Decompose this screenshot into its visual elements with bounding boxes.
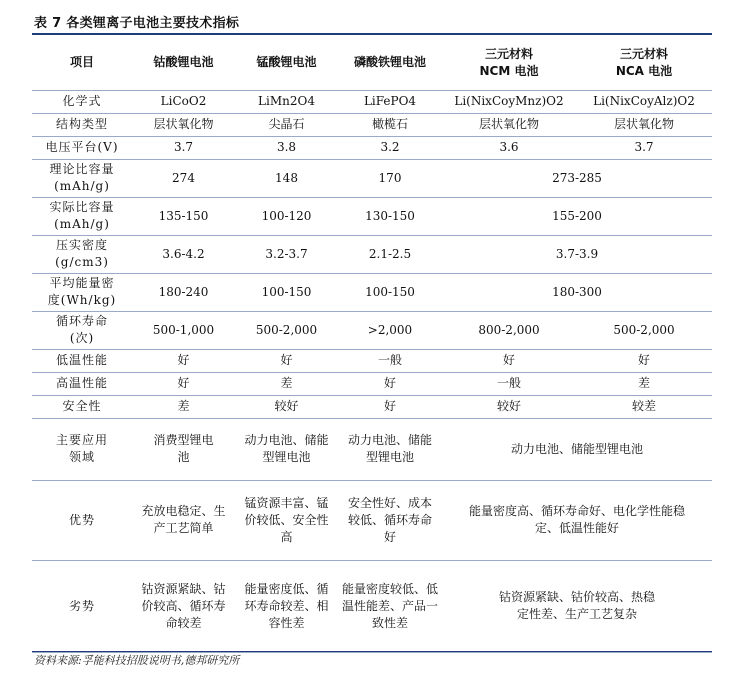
table-cell: 差 bbox=[576, 372, 712, 395]
row-label-formula: 化学式 bbox=[32, 90, 132, 113]
row-label-actual-capacity bbox=[32, 197, 132, 235]
table-row bbox=[32, 395, 712, 418]
table-cell-merged bbox=[442, 560, 712, 652]
header-lfp: 磷酸铁锂电池 bbox=[338, 36, 442, 90]
table-row bbox=[32, 418, 712, 480]
cell-text: 动力电池、储能型锂电池 bbox=[347, 433, 432, 464]
cell-text: 钴资源紧缺、钴价较高、循环寿命较差 bbox=[141, 581, 226, 630]
table-cell bbox=[235, 560, 338, 652]
row-label-unit: (g/cm3) bbox=[55, 255, 109, 269]
table-cell: 一般 bbox=[442, 372, 576, 395]
header-lmo: 锰酸锂电池 bbox=[235, 36, 338, 90]
table-row bbox=[32, 273, 712, 311]
table-cell: 100-120 bbox=[235, 197, 338, 235]
top-rule bbox=[32, 33, 712, 35]
cell-text: 安全性好、成本较低、循环寿命好 bbox=[347, 495, 432, 544]
row-label-line: 领域 bbox=[68, 450, 95, 464]
table-cell: 274 bbox=[132, 159, 235, 197]
table-cell: 一般 bbox=[338, 349, 442, 372]
table-row bbox=[32, 349, 712, 372]
table-cell: 好 bbox=[338, 395, 442, 418]
row-label-voltage: 电压平台(V) bbox=[32, 136, 132, 159]
table-cell: 500-2,000 bbox=[576, 311, 712, 349]
header-lco: 钴酸锂电池 bbox=[132, 36, 235, 90]
table-cell: LiFePO4 bbox=[338, 90, 442, 113]
cell-text: 能量密度低、循环寿命较差、相容性差 bbox=[244, 581, 329, 630]
table-cell: 100-150 bbox=[338, 273, 442, 311]
table-row bbox=[32, 113, 712, 136]
table-cell: 3.6 bbox=[442, 136, 576, 159]
table-row bbox=[32, 372, 712, 395]
table-cell-merged: 273-285 bbox=[442, 159, 712, 197]
row-label-line: 主要应用 bbox=[55, 433, 108, 447]
row-label-high-temp: 高温性能 bbox=[32, 372, 132, 395]
table-cell bbox=[338, 480, 442, 560]
table-row bbox=[32, 560, 712, 652]
header-item: 项目 bbox=[32, 36, 132, 90]
table-cell: 好 bbox=[442, 349, 576, 372]
table-cell-merged: 动力电池、储能型锂电池 bbox=[442, 418, 712, 480]
table-cell: 好 bbox=[235, 349, 338, 372]
table-cell: 100-150 bbox=[235, 273, 338, 311]
cell-text: 能量密度高、循环寿命好、电化学性能稳定、低温性能好 bbox=[468, 504, 685, 535]
table-cell: >2,000 bbox=[338, 311, 442, 349]
header-nca-line1: 三元材料 bbox=[619, 46, 668, 61]
row-label-line: 循环寿命 bbox=[55, 314, 108, 328]
table-cell: 好 bbox=[132, 372, 235, 395]
source-note: 资料来源:孚能科技招股说明书,德邦研究所 bbox=[34, 654, 240, 667]
row-label-disadvantage: 劣势 bbox=[32, 560, 132, 652]
header-nca bbox=[576, 36, 712, 90]
row-label-line: 平均能量密 bbox=[49, 276, 115, 290]
table-cell: 层状氧化物 bbox=[576, 113, 712, 136]
row-label-line: 实际比容量 bbox=[49, 200, 115, 214]
table-cell: 180-240 bbox=[132, 273, 235, 311]
table-row bbox=[32, 235, 712, 273]
table-cell: 好 bbox=[132, 349, 235, 372]
row-label-unit: (mAh/g) bbox=[54, 217, 110, 231]
header-row bbox=[32, 36, 712, 90]
row-label-structure: 结构类型 bbox=[32, 113, 132, 136]
table-cell: 较好 bbox=[442, 395, 576, 418]
table-cell bbox=[132, 560, 235, 652]
row-label-unit: 度(Wh/kg) bbox=[47, 293, 117, 307]
table-cell bbox=[338, 418, 442, 480]
header-nca-line2: NCA 电池 bbox=[615, 63, 673, 78]
table-cell bbox=[132, 480, 235, 560]
table-row bbox=[32, 159, 712, 197]
cell-text: 消费型锂电池 bbox=[153, 433, 214, 464]
table-cell bbox=[235, 418, 338, 480]
row-label-line: 理论比容量 bbox=[49, 162, 115, 176]
table-row bbox=[32, 136, 712, 159]
table-cell: 尖晶石 bbox=[235, 113, 338, 136]
table-row bbox=[32, 90, 712, 113]
cell-text: 充放电稳定、生产工艺简单 bbox=[141, 504, 226, 535]
table-row bbox=[32, 197, 712, 235]
table-cell: 3.6-4.2 bbox=[132, 235, 235, 273]
row-label-advantage: 优势 bbox=[32, 480, 132, 560]
table-cell: 3.7 bbox=[132, 136, 235, 159]
table-cell: 500-1,000 bbox=[132, 311, 235, 349]
battery-spec-table bbox=[32, 36, 712, 653]
table-cell: 130-150 bbox=[338, 197, 442, 235]
table-cell: LiMn2O4 bbox=[235, 90, 338, 113]
table-cell-merged: 180-300 bbox=[442, 273, 712, 311]
row-label-unit: (mAh/g) bbox=[54, 179, 110, 193]
row-label-application bbox=[32, 418, 132, 480]
row-label-unit: (次) bbox=[69, 331, 95, 345]
table-cell: Li(NixCoyAlz)O2 bbox=[576, 90, 712, 113]
table-cell: 3.7 bbox=[576, 136, 712, 159]
cell-text: 能量密度较低、低温性能差、产品一致性差 bbox=[342, 581, 439, 630]
table-cell bbox=[338, 560, 442, 652]
row-label-safety: 安全性 bbox=[32, 395, 132, 418]
header-ncm bbox=[442, 36, 576, 90]
table-title: 表 7 各类锂离子电池主要技术指标 bbox=[34, 16, 240, 31]
table-cell-merged: 3.7-3.9 bbox=[442, 235, 712, 273]
table-cell bbox=[235, 480, 338, 560]
table-cell: 好 bbox=[576, 349, 712, 372]
table-cell-merged: 155-200 bbox=[442, 197, 712, 235]
header-ncm-line1: 三元材料 bbox=[484, 46, 533, 61]
table-cell: 橄榄石 bbox=[338, 113, 442, 136]
table-row bbox=[32, 480, 712, 560]
header-ncm-line2: NCM 电池 bbox=[479, 63, 539, 78]
table-cell bbox=[132, 418, 235, 480]
row-label-low-temp: 低温性能 bbox=[32, 349, 132, 372]
table-cell: 170 bbox=[338, 159, 442, 197]
table-cell: 3.2 bbox=[338, 136, 442, 159]
table-cell: 148 bbox=[235, 159, 338, 197]
cell-text: 钴资源紧缺、钴价较高、热稳定性差、生产工艺复杂 bbox=[498, 590, 655, 621]
table-cell: 500-2,000 bbox=[235, 311, 338, 349]
table-cell: 层状氧化物 bbox=[132, 113, 235, 136]
table-cell: LiCoO2 bbox=[132, 90, 235, 113]
cell-text: 动力电池、储能型锂电池 bbox=[244, 433, 329, 464]
table-cell: 3.8 bbox=[235, 136, 338, 159]
table-cell: 3.2-3.7 bbox=[235, 235, 338, 273]
row-label-line: 压实密度 bbox=[55, 238, 108, 252]
row-label-cycle bbox=[32, 311, 132, 349]
table-cell: 800-2,000 bbox=[442, 311, 576, 349]
table-cell: 好 bbox=[338, 372, 442, 395]
table-cell: 较好 bbox=[235, 395, 338, 418]
table-cell: 层状氧化物 bbox=[442, 113, 576, 136]
table-cell: 2.1-2.5 bbox=[338, 235, 442, 273]
row-label-energy bbox=[32, 273, 132, 311]
table-cell: 较差 bbox=[576, 395, 712, 418]
table-cell: 差 bbox=[132, 395, 235, 418]
row-label-density bbox=[32, 235, 132, 273]
table-cell-merged bbox=[442, 480, 712, 560]
table-cell: 差 bbox=[235, 372, 338, 395]
cell-text: 锰资源丰富、锰价较低、安全性高 bbox=[244, 495, 329, 544]
table-cell: 135-150 bbox=[132, 197, 235, 235]
row-label-theory-capacity bbox=[32, 159, 132, 197]
table-cell: Li(NixCoyMnz)O2 bbox=[442, 90, 576, 113]
table-row bbox=[32, 311, 712, 349]
